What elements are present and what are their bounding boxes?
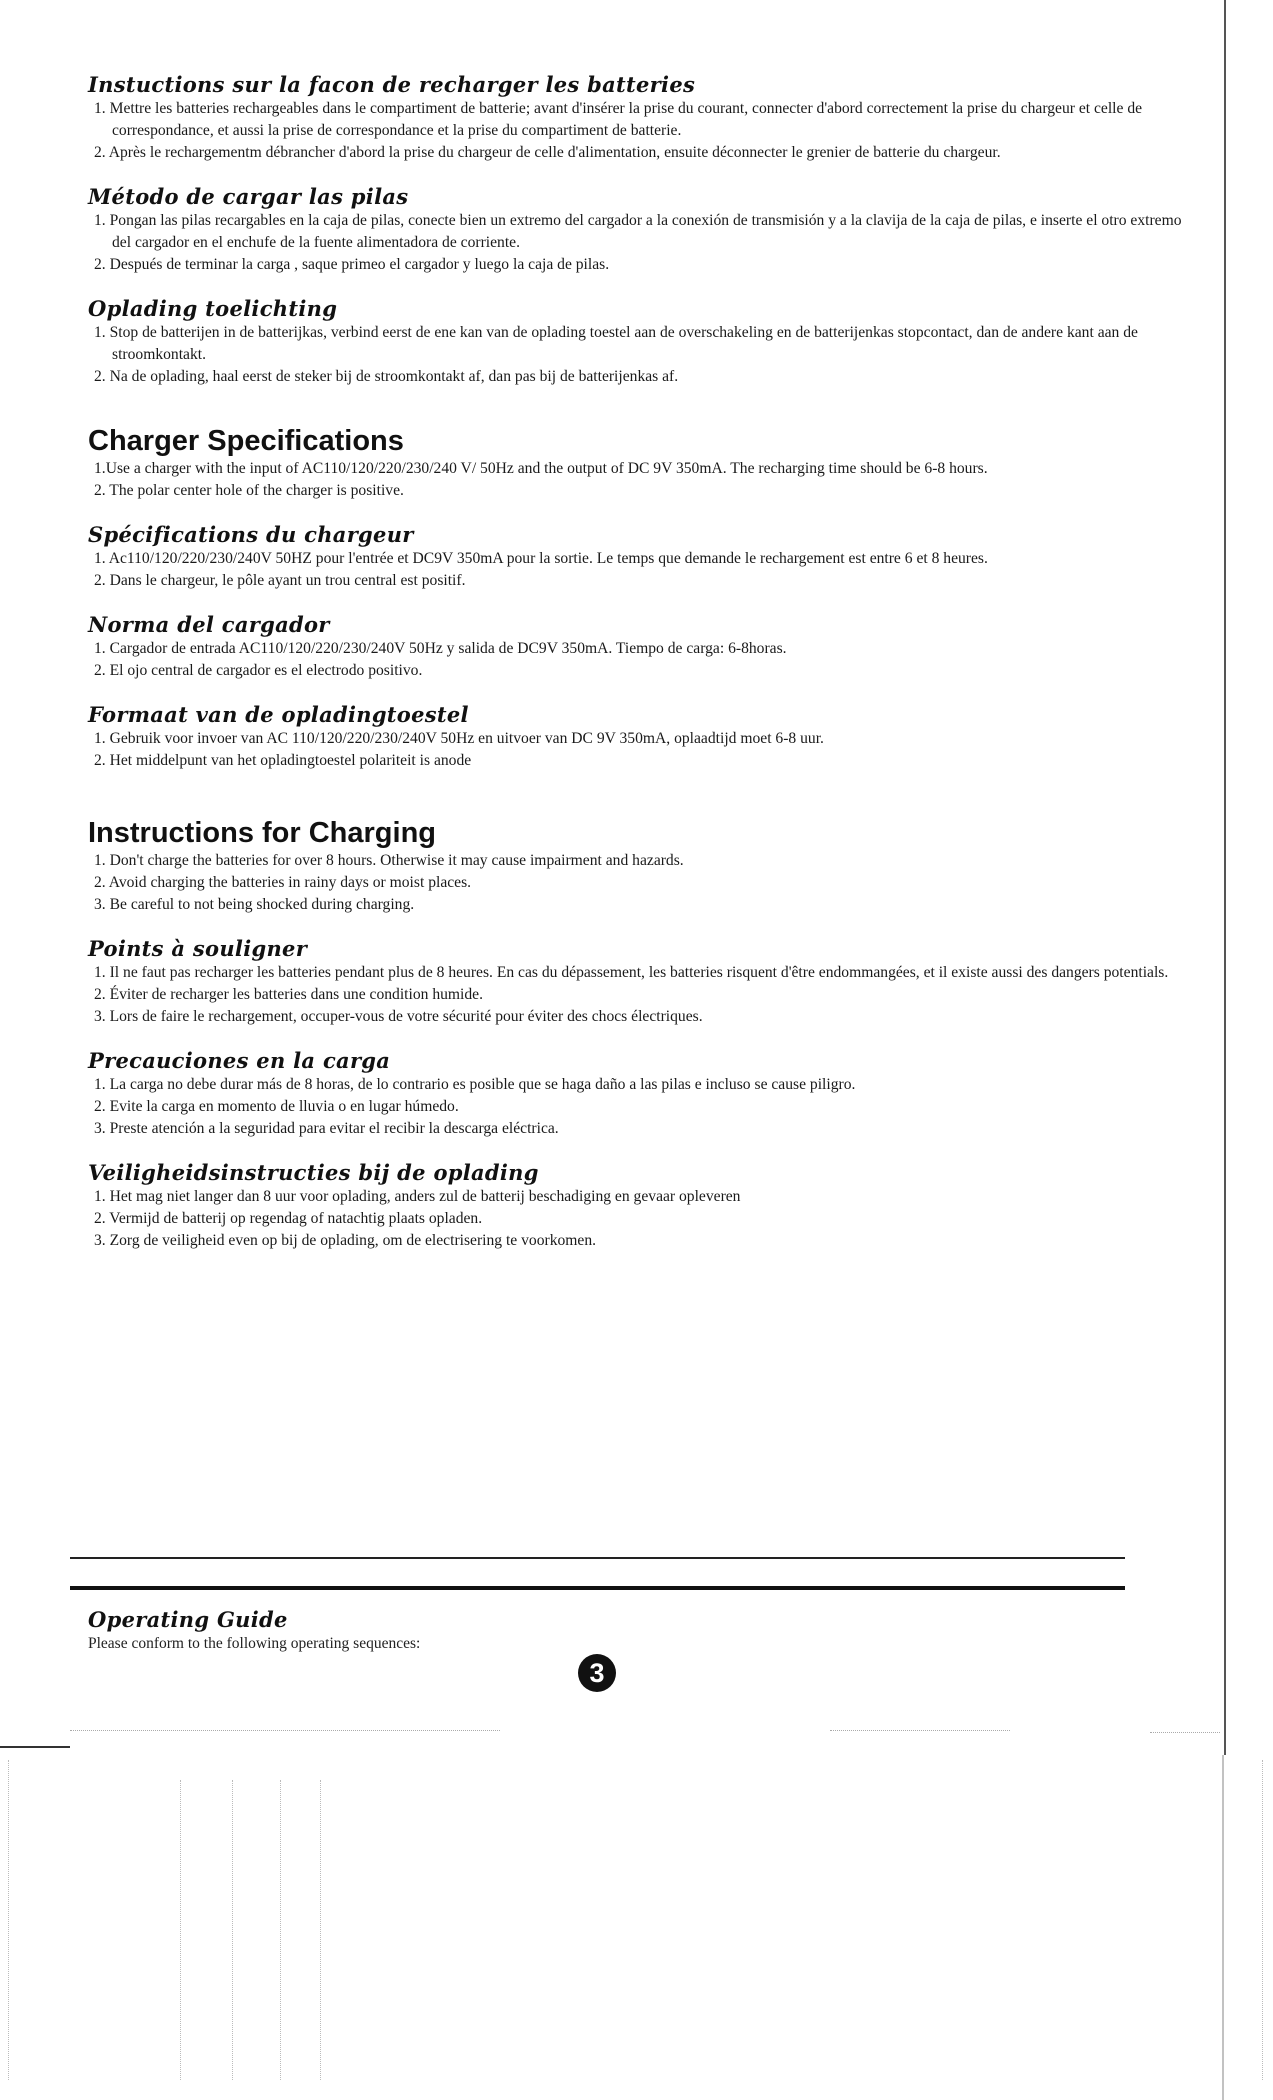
guide-text: Please conform to the following operating sequences:: [88, 1635, 421, 1652]
section-recharge-fr: [88, 72, 1198, 164]
list-item: 1. Cargador de entrada AC110/120/220/230/240V 50Hz y salida de DC9V 350mA. Tiempo de carga: 6-8horas.: [94, 640, 787, 657]
list-item: 3. Lors de faire le rechargement, occuper-vous de votre sécurité pour éviter des chocs électriques.: [94, 1008, 703, 1025]
list-item: 1. Het mag niet langer dan 8 uur voor oplading, anders zul de batterij beschadiging en gevaar opleveren: [94, 1188, 741, 1205]
list-item: 1. Gebruik voor invoer van AC 110/120/220/230/240V 50Hz en uitvoer van DC 9V 350mA, oplaadtijd moet 6-8 uur.: [94, 730, 824, 747]
list-item: 1. Don't charge the batteries for over 8 hours. Otherwise it may cause impairment and hazards.: [94, 852, 684, 869]
list-item: 2. Éviter de recharger les batteries dans une condition humide.: [94, 986, 483, 1003]
section-title: Formaat van de opladingtoestel: [88, 702, 469, 727]
section-charging-instructions-en: [88, 816, 1198, 916]
list-item: 2. Avoid charging the batteries in rainy days or moist places.: [94, 874, 472, 891]
list-item: 2. Evite la carga en momento de lluvia o en lugar húmedo.: [94, 1098, 459, 1115]
section-charger-specs-fr: [88, 522, 1198, 592]
list-item: 3. Be careful to not being shocked during charging.: [94, 896, 415, 913]
scan-noise-column: [1262, 1760, 1263, 2080]
operating-guide: [88, 1607, 888, 1655]
divider-thin: [70, 1557, 1125, 1559]
section-title: Precauciones en la carga: [88, 1048, 391, 1073]
list-item: 1. La carga no debe durar más de 8 horas, de lo contrario es posible que se haga daño a las pilas e incluso se cause piligro.: [94, 1076, 856, 1093]
section-title: Instructions for Charging: [88, 817, 436, 849]
scan-noise-column: [180, 1780, 181, 2080]
scan-noise-column: [232, 1780, 233, 2080]
list-item: 2. Het middelpunt van het opladingtoestel polariteit is anode: [94, 752, 472, 769]
section-title: Oplading toelichting: [88, 296, 338, 321]
scan-noise-column: [280, 1780, 281, 2080]
list-item: 2. Después de terminar la carga , saque primeo el cargador y luego la caja de pilas.: [94, 256, 610, 273]
list-item: 2. Après le rechargementm débrancher d'abord la prise du chargeur de celle d'alimentation, ensuite déconnecter le grenier de batterie du chargeur.: [94, 144, 1001, 161]
section-title: Charger Specifications: [88, 425, 404, 457]
scan-noise-line: [1150, 1732, 1220, 1733]
scan-noise-column: [320, 1780, 321, 2080]
page-edge-mark: [0, 1746, 70, 1748]
list-item: 2. Vermijd de batterij op regendag of natachtig plaats opladen.: [94, 1210, 483, 1227]
page-number-badge: 3: [578, 1654, 616, 1692]
scan-noise-column: [8, 1760, 9, 2080]
content-column: [88, 72, 1198, 1252]
section-title: Método de cargar las pilas: [88, 184, 409, 209]
section-title: Points à souligner: [88, 936, 308, 961]
page-edge-line: [1224, 0, 1226, 1755]
section-recharge-es: [88, 184, 1198, 276]
section-recharge-nl: [88, 296, 1198, 388]
list-item: 3. Zorg de veiligheid even op bij de oplading, om de electrisering te voorkomen.: [94, 1232, 597, 1249]
list-item: 1. Mettre les batteries rechargeables dans le compartiment de batterie; avant d'insérer la prise du courant, connecter d'abord correctement la prise du chargeur et celle de correspondance, et aussi la prise de correspondance et la prise du compartiment de batterie.: [94, 100, 1143, 139]
list-item: 2. Na de oplading, haal eerst de steker bij de stroomkontakt af, dan pas bij de batterijenkas af.: [94, 368, 679, 385]
page-edge-line-lower: [1222, 1755, 1224, 2100]
list-item: 1. Il ne faut pas recharger les batteries pendant plus de 8 heures. En cas du dépassement, les batteries risquent d'être endommangées, et il existe aussi des dangers potentials.: [94, 964, 1169, 981]
scan-noise-line: [830, 1730, 1010, 1731]
list-item: 2. Dans le chargeur, le pôle ayant un trou central est positif.: [94, 572, 466, 589]
section-charger-specs-es: [88, 612, 1198, 682]
section-charging-instructions-fr: [88, 936, 1198, 1028]
section-charging-instructions-es: [88, 1048, 1198, 1140]
section-charger-specs-en: [88, 424, 1198, 502]
list-item: 1. Ac110/120/220/230/240V 50HZ pour l'entrée et DC9V 350mA pour la sortie. Le temps que demande le rechargement est entre 6 et 8 heures.: [94, 550, 988, 567]
divider-thick: [70, 1586, 1125, 1590]
section-charger-specs-nl: [88, 702, 1198, 772]
section-title: Veiligheidsinstructies bij de oplading: [88, 1160, 539, 1185]
section-title: Instuctions sur la facon de recharger les batteries: [88, 72, 696, 97]
section-title: Norma del cargador: [88, 612, 330, 637]
scan-noise-line: [70, 1730, 500, 1731]
list-item: 1.Use a charger with the input of AC110/120/220/230/240 V/ 50Hz and the output of DC 9V 350mA. The recharging time should be 6-8 hours.: [94, 460, 988, 477]
list-item: 1. Stop de batterijen in de batterijkas, verbind eerst de ene kan van de oplading toestel aan de overschakeling en de batterijenkas stopcontact, dan de andere kant aan de stroomkontakt.: [94, 324, 1138, 363]
section-charging-instructions-nl: [88, 1160, 1198, 1252]
list-item: 1. Pongan las pilas recargables en la caja de pilas, conecte bien un extremo del cargador a la conexión de transmisión y a la clavija de la caja de pilas, e inserte el otro extremo del cargador en el enchufe de la fuente alimentadora de corriente.: [94, 212, 1182, 251]
list-item: 2. The polar center hole of the charger is positive.: [94, 482, 404, 499]
guide-title: Operating Guide: [88, 1607, 288, 1632]
list-item: 3. Preste atención a la seguridad para evitar el recibir la descarga eléctrica.: [94, 1120, 559, 1137]
list-item: 2. El ojo central de cargador es el electrodo positivo.: [94, 662, 423, 679]
section-title: Spécifications du chargeur: [88, 522, 414, 547]
